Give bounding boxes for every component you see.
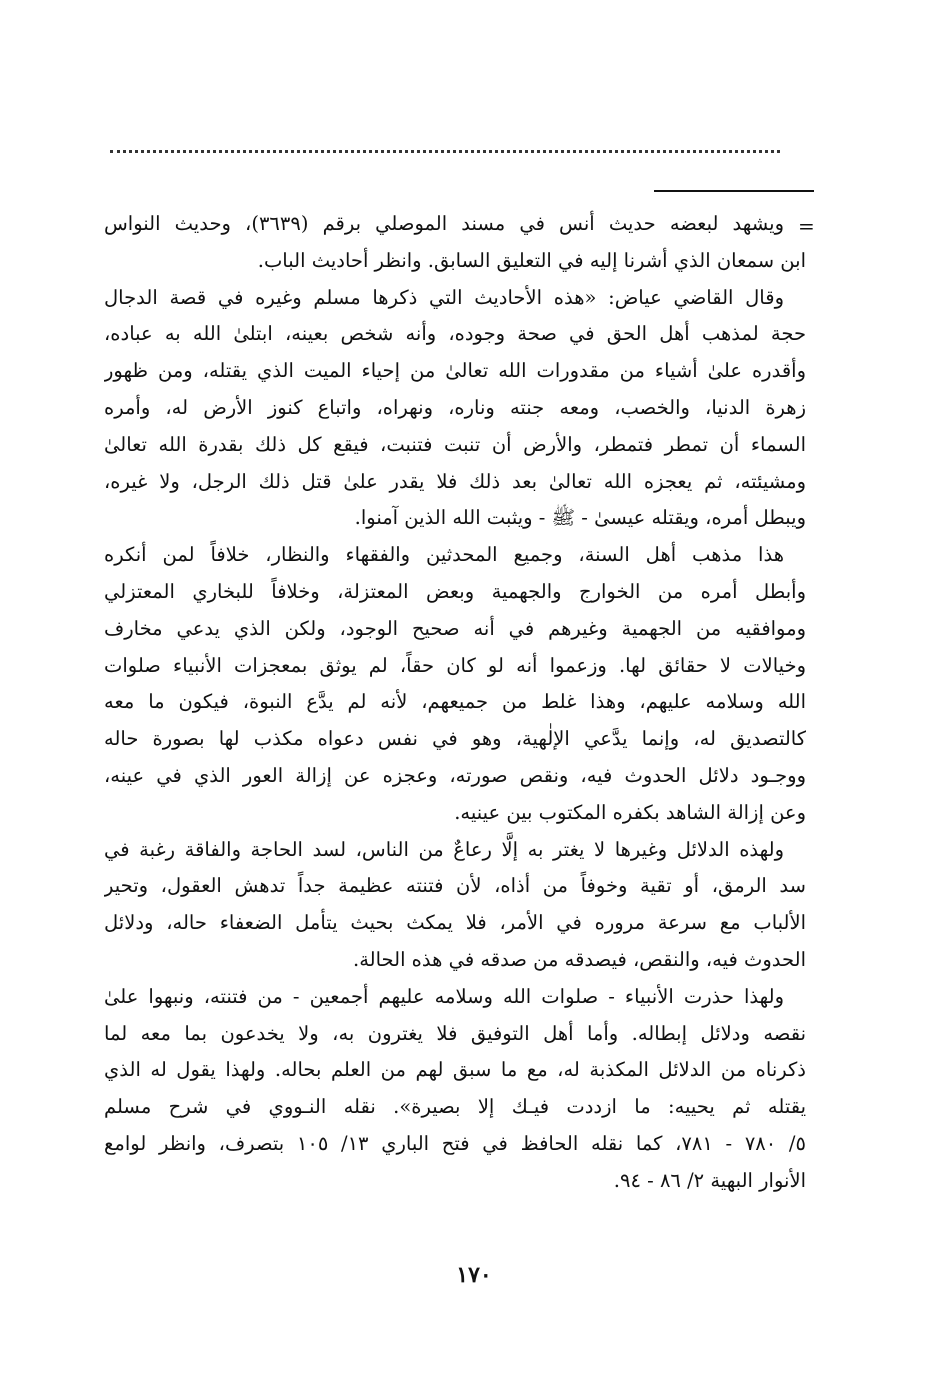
dotted-separator bbox=[110, 150, 780, 153]
continuation-mark: = bbox=[798, 214, 815, 238]
footnote-line: هذا مذهب أهل السنة، وجميع المحدثين والفقهاء والنظار، خلافاً لمن أنكره bbox=[104, 543, 784, 567]
footnote-line: الألباب مع سرعة مروره في الأمر، فلا يمكث بحيث يتأمل الضعفاء حاله، ودلائل bbox=[104, 911, 806, 935]
page-number: ١٧٠ bbox=[456, 1262, 492, 1288]
footnote-line: السماء أن تمطر فتمطر، والأرض أن تنبت فتنبت، فيقع كل ذلك بقدرة الله تعالىٰ bbox=[104, 432, 806, 456]
footnote-line: وأقدره علىٰ أشياء من مقدورات الله تعالىٰ من إحياء الميت الذي يقتله، ومن ظهور bbox=[104, 359, 806, 383]
footnote-line: ولهذه الدلائل وغيرها لا يغتر به إلَّا رعاعٌ من الناس، لسد الحاجة والفاقة رغبة في bbox=[104, 837, 784, 861]
footnote-text bbox=[104, 206, 806, 1200]
footnote-line: ومشيئته، ثم يعجزه الله تعالىٰ بعد ذلك فلا يقدر علىٰ قتل ذلك الرجل، ولا غيره، bbox=[104, 469, 806, 493]
footnote-line: الأنوار البهية ٢/ ٨٦ - ٩٤. bbox=[613, 1168, 806, 1192]
footnote-line: وعن إزالة الشاهد بكفره المكتوب بين عينيه. bbox=[454, 800, 806, 824]
footnote-line: ابن سمعان الذي أشرنا إليه في التعليق السابق. وانظر أحاديث الباب. bbox=[257, 248, 806, 272]
footnote-line: زهرة الدنيا، والخصب، ومعه جنته وناره، ونهراه، واتباع كنوز الأرض له، وأمره bbox=[104, 395, 806, 419]
footnote-line: وأبطل أمره من الخوارج والجهمية وبعض المعتزلة، وخلافاً للبخاري المعتزلي bbox=[104, 579, 806, 603]
footnote-line: سد الرمق، أو تقية وخوفاً من أذاه، لأن فتنته عظيمة جداً تدهش العقول، وتحير bbox=[104, 874, 806, 898]
footnote-line: الحدوث فيه، والنقص، فيصدقه من صدقه في هذه الحالة. bbox=[353, 947, 806, 971]
footnote-line: يقتله ثم يحييه: ما ازددت فيـك إلا بصيرة». نقله النـووي في شرح مسلم bbox=[104, 1095, 806, 1119]
footnote-line: وقال القاضي عياض: «هذه الأحاديث التي ذكرها مسلم وغيره في قصة الدجال bbox=[104, 285, 784, 309]
footnote-line: وخيالات لا حقائق لها. وزعموا أنه لو كان حقاً، لم يوثق بمعجزات الأنبياء صلوات bbox=[104, 653, 806, 677]
footnote-line: ويبطل أمره، ويقتله عيسىٰ - ﷺ - ويثبت الله الذين آمنوا. bbox=[354, 506, 806, 530]
footnote-separator-line bbox=[654, 190, 814, 192]
footnote-line: حجة لمذهب أهل الحق في صحة وجوده، وأنه شخص بعينه، ابتلىٰ الله به عباده، bbox=[104, 322, 806, 346]
footnote-line: وموافقيه من الجهمية وغيرهم في أنه صحيح الوجود، ولكن الذي يدعي مخارف bbox=[104, 616, 806, 640]
footnote-line: ولهذا حذرت الأنبياء - صلوات الله وسلامه عليهم أجمعين - من فتنته، ونبهوا علىٰ bbox=[104, 984, 784, 1008]
footnote-line: ٥/ ٧٨٠ - ٧٨١، كما نقله الحافظ في فتح الباري ١٣/ ١٠٥ بتصرف، وانظر لوامع bbox=[104, 1131, 806, 1155]
footnote-line: نقصه ودلائل إبطاله. وأما أهل التوفيق فلا يغترون به، ولا يخدعون بما معه لما bbox=[104, 1021, 806, 1045]
footnote-line: ذكرناه من الدلائل المكذبة له، مع ما سبق لهم من العلم بحاله. ولهذا يقول له الذي bbox=[104, 1058, 806, 1082]
footnote-line: ويشهد لبعضه حديث أنس في مسند الموصلي برقم (٣٦٣٩)، وحديث النواس bbox=[104, 212, 784, 235]
footnote-line: الله وسلامه عليهم، وهذا غلط من جميعهم، لأنه لم يدَّع النبوة، فيكون ما معه bbox=[104, 690, 806, 714]
footnote-line: كالتصديق له، وإنما يدَّعي الإلٰهية، وهو في نفس دعواه مكذب لها بصورة حاله bbox=[104, 727, 806, 751]
footnote-line: ووجـود دلائل الحدوث فيه، ونقص صورته، وعجزه عن إزالة العور الذي في عينه، bbox=[104, 763, 806, 787]
